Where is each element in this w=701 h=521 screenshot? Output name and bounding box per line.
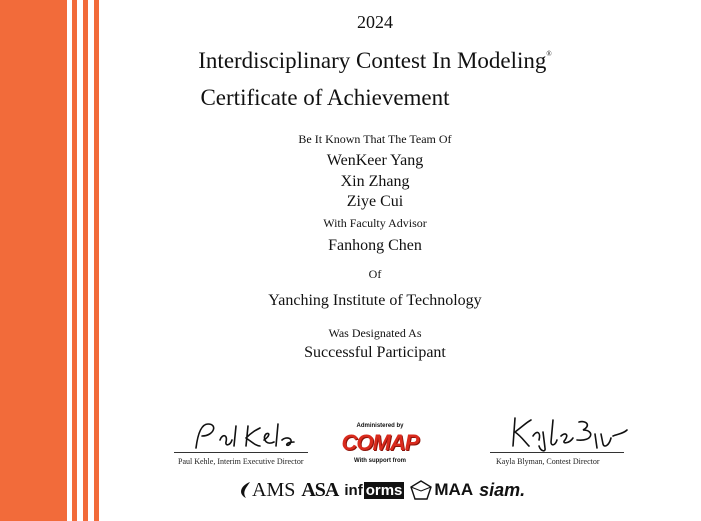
- left-signature-line: [174, 452, 308, 453]
- faculty-advisor: Fanhong Chen: [328, 237, 422, 254]
- stripe-wide: [0, 0, 67, 521]
- ams-logo-text: AMS: [252, 478, 296, 501]
- comap-logo-icon: COMAP: [341, 430, 419, 455]
- sponsor-logos: [238, 476, 525, 504]
- team-label: Be It Known That The Team Of: [298, 132, 452, 146]
- informs-logo-icon: [344, 482, 404, 499]
- maa-logo-icon: [410, 480, 473, 500]
- decorative-stripes: [0, 0, 110, 521]
- stripe-2: [83, 0, 88, 521]
- certificate-title: Certificate of Achievement: [200, 85, 450, 110]
- advisor-label: With Faculty Advisor: [323, 216, 427, 230]
- left-signature: [190, 418, 310, 452]
- siam-logo-icon: siam.: [479, 479, 526, 500]
- stripe-1: [72, 0, 77, 521]
- designated-label: Was Designated As: [328, 326, 422, 340]
- certificate-year: 2024: [357, 12, 393, 32]
- institution-name: Yanching Institute of Technology: [268, 292, 482, 309]
- right-signature-line: [490, 452, 624, 453]
- administration-block: [335, 423, 425, 464]
- ams-logo-icon: [238, 479, 295, 502]
- right-signature: [505, 414, 630, 454]
- contest-name: [140, 48, 610, 74]
- team-member-1: WenKeer Yang: [326, 152, 424, 169]
- registered-mark: ®: [546, 50, 552, 58]
- maa-polyhedron-shape: [410, 480, 432, 500]
- designation: Successful Participant: [304, 344, 446, 361]
- team-member-2: Xin Zhang: [340, 173, 410, 190]
- asa-logo-icon: ASA: [301, 478, 339, 501]
- informs-logo-text-a: inf: [344, 481, 363, 499]
- team-member-3: Ziye Cui: [346, 193, 404, 210]
- left-signature-caption: Paul Kehle, Interim Executive Director: [178, 457, 304, 466]
- informs-logo-text-b: orms: [365, 481, 403, 499]
- maa-logo-text: MAA: [434, 480, 474, 499]
- right-signature-caption: Kayla Blyman, Contest Director: [496, 457, 600, 466]
- of-label: Of: [368, 267, 382, 281]
- ams-flame-shape: [238, 480, 252, 500]
- administered-by-label: Administered by: [356, 423, 404, 429]
- contest-name-text: Interdisciplinary Contest In Modeling: [198, 48, 547, 73]
- support-label: With support from: [354, 458, 406, 464]
- stripe-3: [94, 0, 99, 521]
